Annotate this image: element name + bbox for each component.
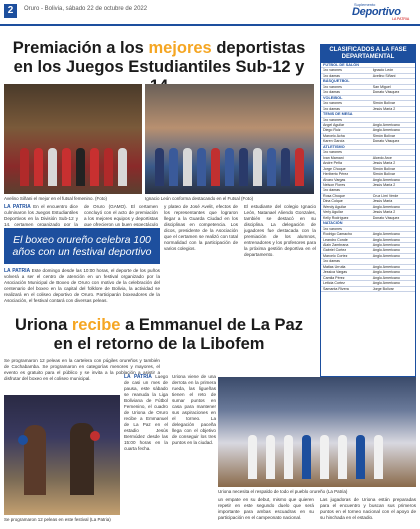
article3-col3: un empate en su debut, mismo que quieren repetir en este segundo duelo que será importante para ambas escuadras en su participación en el campeonato nacional. [218,497,314,520]
sidebar-school: Simón Bolívar [372,172,396,177]
sidebar-school [373,188,415,192]
sidebar-school: Donato Vásquez [372,90,400,95]
sidebar-name: 1ro varones [323,68,342,73]
page-number: 2 [4,4,17,18]
sidebar-name: Marcelo Acha [323,133,345,138]
article3-text: Luego de casi un mes de pausa, este sábado se reanuda la Liga Boliviana de Fútbol Femenino, el cuadro de Uriona de Oruro recibe a Emmanuel de La Paz en el estadio Jesús Bermúdez desde las 15:00 horas en la cuarta fecha. [124,374,168,451]
sidebar-sport-heading: FÚTBOL DE SALÓN [321,63,415,68]
article3-headline [4,316,314,354]
dateline: Oruro - Bolivia, sábado 22 de octubre de 2022 [24,6,148,12]
sidebar-name: 1ro damas [323,106,340,111]
sidebar-school: Jesús María 2 [372,161,396,166]
sidebar-name: 1ro varones [323,117,342,122]
logo-sub: LA PATRIA [392,17,410,21]
article2-text: Este domingo desde las 10:00 horas, el deporte de los puños volverá a ser el centro de atención en un festival organizado por la Asociación Municipal de Boxeo de Oruro con motivo de la celebración del centenario del boxeo en la capital del folklore de Bolivia, la actividad se realizará en el coliseo deportivo de Oruro. Participarán boxeadores de la Asociación, el festival contará con diversas peleas. [4,268,160,303]
headline-text: a Emmanuel de La Paz en el retorno de la Libofem [53,316,303,353]
headline-highlight: mejores [148,39,212,57]
article3-tag: LA PATRIA [124,374,152,380]
sidebar-school: Alcedo Arce [372,155,392,160]
sidebar-name: 1ro varones [323,101,342,106]
sidebar-school: Donato Vásquez [372,215,400,220]
sidebar-sport-heading: BÁSQUETBOL [321,79,415,84]
sidebar-name: Angel Aguilar [323,122,345,127]
article1-col3: y plateo de José Avelit, efectos de los representantes que lograron llegar a la Guarda Ciudad en los disciplinas en competencia. Los dicos, presidente de la Asociación que el certamen se realizó con total normalidad con la participación de varios colegios. [164,204,238,251]
sidebar-sport-heading: VOLEIBOL [321,96,415,101]
sidebar-school: Anglo Americano [372,281,400,286]
article3-col2: Uriona viene de una derrota en la primera rueda, las ligueñas tienen el reto de sumar puntos en casa para mantener sus aspiraciones en el torneo. La delegación paceña llega con el objetivo de conseguir los tres puntos en la ciudad. [172,374,216,445]
team-celebration-photo [145,84,314,194]
sidebar-name: Nelson Flores [323,182,346,187]
sidebar-school: Anglo Americano [372,275,400,280]
sidebar-sport-heading: ATLETISMO [321,145,415,150]
sidebar-school: Jesús María 2 [372,210,396,215]
sidebar-school: Jesús María 2 [372,106,396,111]
article1-text: En el encuentro dice culminaron los Juegos Estudiantiles Deportivos en la División Sub-12 y 14, certamen organizado por la [4,204,78,226]
logo-super: Suplemento [354,2,376,7]
uriona-caption: Uriona necesita el respaldo de todo el pueblo orureño (La Patria) [218,489,348,494]
headline-text: Uriona [15,316,72,334]
sidebar-school: Simón Bolívar [372,166,396,171]
page-header [0,0,420,26]
sidebar-school: Anglo Americano [372,128,400,133]
futsal-photo [4,84,142,194]
section-logo [352,2,414,22]
sidebar-name: Rosa Choque [323,193,345,198]
sidebar-school [373,227,415,231]
article1-col4: El estudiante del colegio Ignacio León, Natanael Aliendo Gonzales, también se destacó en su disciplina. La delegación de jugadores fue destacada con la premiación de los alumnos, entrenadores y los profesores para la próxima gestión deportiva en el departamento. [244,204,316,257]
sidebar-name: Verly Aguilar [323,210,343,215]
article3-col4: Las jugadoras de Uriona están preparadas para el encuentro y buscan sus primeros puntos en el torneo nacional con el apoyo de su hinchada en el estadio. [320,497,416,520]
sidebar-name: Samanta Rivera [323,286,349,291]
sidebar-name: 1ro varones [323,150,342,155]
sidebar-school: Anglo Americano [372,242,400,247]
sidebar-name: Leticia Cortez [323,281,345,286]
sidebar-name: Leandro Conde [323,237,348,242]
sidebar-school: Donato Vásquez [372,139,400,144]
sidebar-school: Simón Bolívar [372,133,396,138]
sidebar-school [373,150,415,154]
sidebar-school: Anglo Americano [372,248,400,253]
sidebar-school: San Miguel [372,84,391,89]
article2-tag: LA PATRIA [4,268,31,274]
sidebar-name: Rodrigo Camacho [323,232,352,237]
uriona-team-photo [218,377,416,487]
sidebar-sport-heading: TENIS DE MESA [321,112,415,117]
sidebar-school: Simón Bolívar [372,101,396,106]
photo1-caption: Avelino Siñani el mejor en el futsal femenino. (Foto) [4,196,107,201]
sidebar-sport-heading: NATACIÓN [321,221,415,226]
sidebar-school: Jesús María 2 [372,182,396,187]
sidebar-name: Karen García [323,139,345,144]
headline-highlight: recibe [71,316,121,334]
sidebar-school: Jorge Bolívar [372,286,394,291]
sidebar-name: 1ro varones [323,84,342,89]
sidebar-school [373,259,415,263]
sidebar-name: Kelly Rodríguez [323,215,349,220]
sidebar-school: Anglo Americano [372,122,400,127]
sidebar-name: 1ro varones [323,226,342,231]
sidebar-name: 1ro damas [323,188,340,193]
sidebar-name: 1ro damas [323,73,340,78]
article1-photos [4,84,314,194]
logo-main: Deportivo [352,6,401,18]
boxing-banner: El boxeo orureño celebra 100 años con un festival deportivo [4,228,160,264]
sidebar-name: 1ro damas [323,259,340,264]
sidebar-name: Andre Peña [323,161,342,166]
sidebar-school: Jesús María [372,199,393,204]
boxers-caption: Se programaron 12 peleas en este festival (La Patria) [4,517,111,522]
article2-col2: Se programaron 12 peleas en la cartelera con púgiles orureños y también de Cochabamba. Se programaron en categorías menores y mayores, el evento es gratuito para el público y se invita a la población a asistir a disfrutar del boxeo en el coliseo municipal. [4,358,160,381]
article3-col1 [124,374,168,520]
boxers-photo [4,395,120,515]
article1-col2: de Oruro (GAMO). El certamen concluyó con el acto de premiación a los mejores equipos y deportistas que ofrecieron un buen espectáculo [84,204,158,226]
article1-col1 [4,204,78,226]
sidebar-school: Anglo Americano [372,264,400,269]
article1-tag: LA PATRIA [4,204,31,210]
sidebar-name: Gabriel Cortez [323,248,347,253]
sidebar-name: Jessica Vargas [323,270,348,275]
sidebar-name: Wendy Aguilar [323,204,347,209]
sidebar-name: Alain Zambrana [323,242,349,247]
sidebar-school: Anglo Americano [372,232,400,237]
sidebar-name: Diego Ruiz [323,128,341,133]
sidebar-school: Cruz Limi Verde [372,193,399,198]
sidebar-school: Anglo Americano [372,253,400,258]
sidebar-name: Camila Pérez [323,275,345,280]
sidebar-name: 1ro damas [323,90,340,95]
photo2-caption: Ignacio León conforma destacando en el Futsal (Foto) [145,196,254,201]
sidebar-school: Anglo Americano [372,237,400,242]
sidebar-school [373,118,415,122]
sidebar-name: Heriberto Pérez [323,172,349,177]
article2-col1 [4,268,160,312]
sidebar-name: Matias Urrutia [323,264,346,269]
sidebar-name: Dina Colque [323,199,343,204]
sidebar-name: Ivan Mamani [323,155,344,160]
sidebar-school: Avelino Siñani [372,73,396,78]
headline-text: deportistas en los Juegos Estudiantiles Sub-12 y [13,39,306,76]
sidebar-row [321,287,415,292]
sidebar-name: Alvaro Vargas [323,177,346,182]
headline-text: Premiación a los [12,39,149,57]
sidebar-table [321,63,415,292]
sidebar-school: Ignacio León [372,68,394,73]
sidebar-name: Jorge Choque [323,166,346,171]
sidebar-school: Anglo Americano [372,204,400,209]
sidebar-title: CLASIFICADOS A LA FASE DEPARTAMENTAL [321,45,415,63]
sidebar-name: Marcelo Cortez [323,253,348,258]
qualified-sidebar [320,44,416,377]
sidebar-school: Anglo Americano [372,270,400,275]
sidebar-school: Anglo Americano [372,177,400,182]
